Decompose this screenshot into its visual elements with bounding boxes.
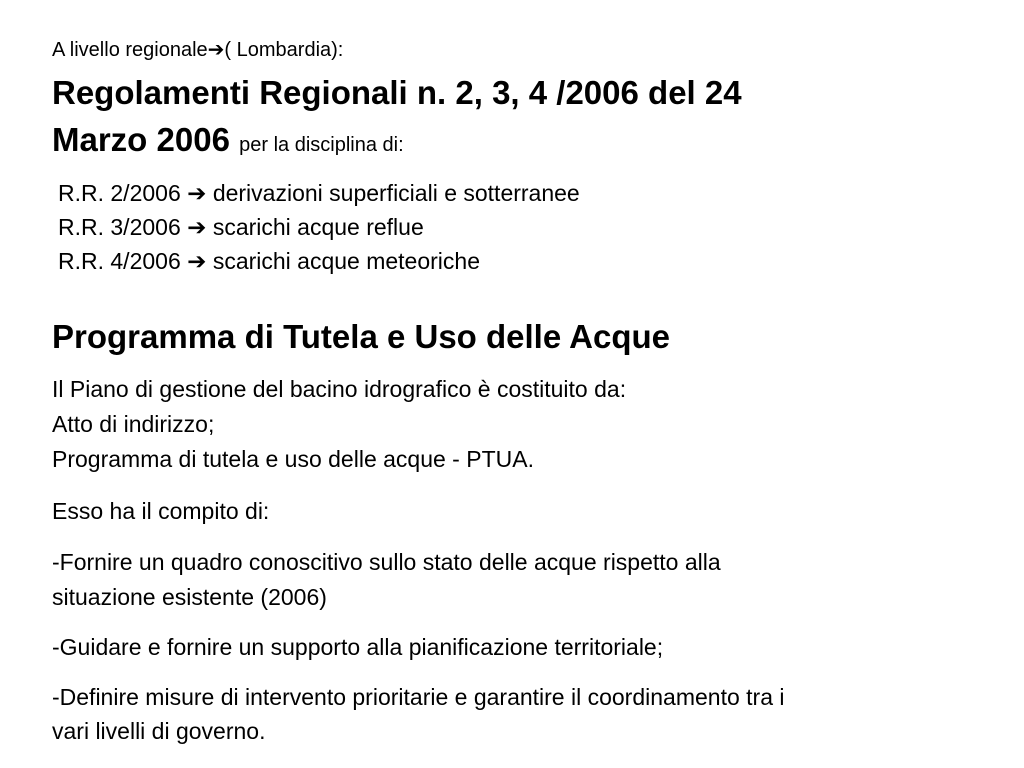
regulation-subject: scarichi acque reflue xyxy=(212,214,424,240)
arrow-right-icon: ➔ xyxy=(207,39,225,61)
task-line: -Definire misure di intervento prioritarie e garantire il coordinamento tra i xyxy=(52,684,785,710)
task-line: vari livelli di governo. xyxy=(52,718,266,744)
title-regolamenti-line1: Regolamenti Regionali n. 2, 3, 4 /2006 del 24 xyxy=(52,74,742,111)
intro-line xyxy=(52,40,343,60)
regulation-code: R.R. 2/2006 xyxy=(58,180,181,206)
regulation-item xyxy=(58,250,480,273)
regulation-code: R.R. 4/2006 xyxy=(58,248,181,274)
plan-line: Il Piano di gestione del bacino idrografico è costituito da: xyxy=(52,376,627,402)
task-line: -Guidare e fornire un supporto alla pianificazione territoriale; xyxy=(52,634,664,660)
plan-line: Programma di tutela e uso delle acque - PTUA. xyxy=(52,446,534,472)
title-regolamenti-date: Marzo 2006 xyxy=(52,121,230,158)
regulation-code: R.R. 3/2006 xyxy=(58,214,181,240)
regulation-subject: derivazioni superficiali e sotterranee xyxy=(212,180,580,206)
task-line: situazione esistente (2006) xyxy=(52,584,327,610)
arrow-right-icon: ➔ xyxy=(187,248,207,274)
title-regolamenti-line2 xyxy=(52,123,404,156)
arrow-right-icon: ➔ xyxy=(187,214,207,240)
regulation-item xyxy=(58,182,580,205)
intro-prefix: A livello regionale xyxy=(52,39,208,61)
regulation-subject: scarichi acque meteoriche xyxy=(212,248,480,274)
title-programma: Programma di Tutela e Uso delle Acque xyxy=(52,318,670,355)
plan-line: Atto di indirizzo; xyxy=(52,411,215,437)
task-line: -Fornire un quadro conoscitivo sullo stato delle acque rispetto alla xyxy=(52,549,721,575)
intro-suffix: ( Lombardia): xyxy=(224,39,344,61)
title-regolamenti-trailing: per la disciplina di: xyxy=(239,134,404,156)
regulation-item xyxy=(58,216,424,239)
arrow-right-icon: ➔ xyxy=(187,180,207,206)
task-intro: Esso ha il compito di: xyxy=(52,498,270,524)
